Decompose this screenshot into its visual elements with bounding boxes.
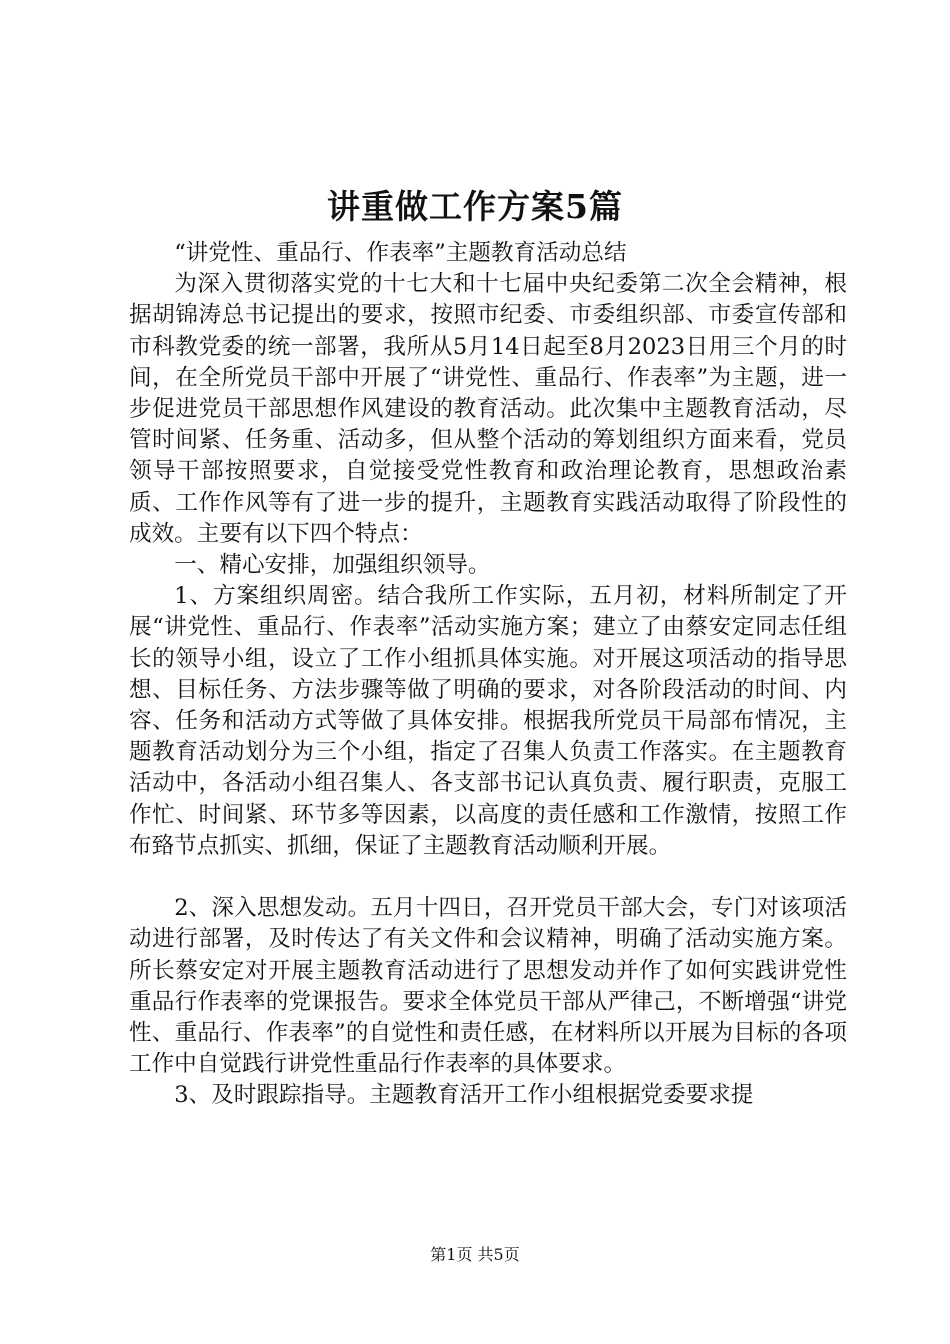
intro-paragraph: 为深入贯彻落实党的十七大和十七届中央纪委第二次全会精神，根据胡锦涛总书记提出的要求，按照市纪委、市委组织部、市委宣传部和市科教党委的统一部署，我所从5月14日起至8月2023日用三个月的时间，在全所党员干部中开展了“讲党性、重品行、作表率”为主题，进一步促进党员干部思想作风建设的教育活动。此次集中主题教育活动，尽管时间紧、任务重、活动多，但从整个活动的筹划组织方面来看，党员领导干部按照要求，自觉接受党性教育和政治理论教育，思想政治素质、工作作风等有了进一步的提升，主题教育实践活动取得了阶段性的成效。主要有以下四个特点： bbox=[129, 271, 847, 547]
subtitle-paragraph: “讲党性、重品行、作表率”主题教育活动总结 bbox=[174, 240, 627, 266]
body-paragraph: 3、及时跟踪指导。主题教育活开工作小组根据党委要求提 bbox=[174, 1082, 754, 1109]
section-heading: 一、精心安排，加强组织领导。 bbox=[174, 552, 491, 579]
document-body bbox=[129, 238, 847, 1112]
document-title: 讲重做工作方案5篇 bbox=[327, 187, 623, 226]
page-footer: 第1页 共5页 bbox=[430, 1245, 520, 1264]
body-paragraph: 2、深入思想发动。五月十四日，召开党员干部大会，专门对该项活动进行部署，及时传达了有关文件和会议精神，明确了活动实施方案。所长蔡安定对开展主题教育活动进行了思想发动并作了如何实践讲党性重品行作表率的党课报告。要求全体党员干部从严律己，不断增强“讲党性、重品行、作表率”的自觉性和责任感，在材料所以开展为目标的各项工作中自觉践行讲党性重品行作表率的具体要求。 bbox=[129, 895, 847, 1078]
body-paragraph: 1、方案组织周密。结合我所工作实际，五月初，材料所制定了开展“讲党性、重品行、作表率”活动实施方案；建立了由蔡安定同志任组长的领导小组，设立了工作小组抓具体实施。对开展这项活动的指导思想、目标任务、方法步骤等做了明确的要求，对各阶段活动的时间、内容、任务和活动方式等做了具体安排。根据我所党员干局部布情况，主题教育活动划分为三个小组，指定了召集人负责工作落实。在主题教育活动中，各活动小组召集人、各支部书记认真负责、履行职责，克服工作忙、时间紧、环节多等因素，以高度的责任感和工作激情，按照工作布臵节点抓实、抓细，保证了主题教育活动顺利开展。 bbox=[129, 583, 847, 859]
